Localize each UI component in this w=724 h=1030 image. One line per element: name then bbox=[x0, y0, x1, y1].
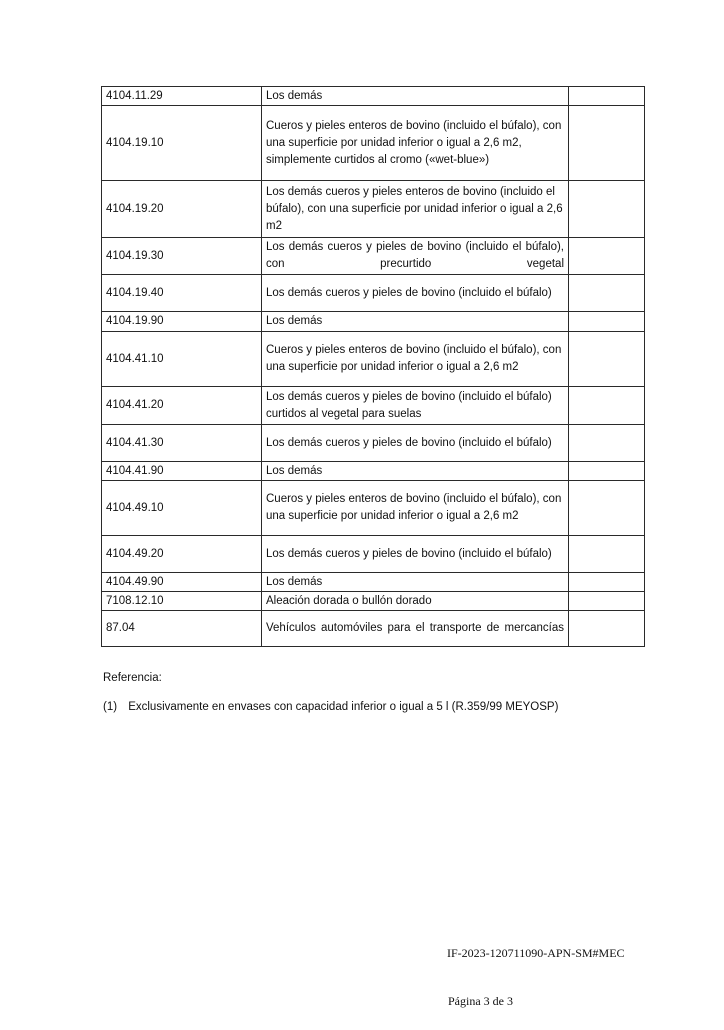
tariff-note bbox=[569, 387, 645, 425]
tariff-code: 4104.11.29 bbox=[102, 87, 262, 106]
tariff-code: 4104.19.90 bbox=[102, 312, 262, 332]
table-row bbox=[102, 238, 645, 275]
tariff-note bbox=[569, 573, 645, 592]
tariff-code: 4104.49.10 bbox=[102, 481, 262, 536]
tariff-note bbox=[569, 462, 645, 481]
reference-note-text: Exclusivamente en envases con capacidad inferior o igual a 5 l (R.359/99 MEYOSP) bbox=[128, 701, 559, 713]
document-id: IF-2023-120711090-APN-SM#MEC bbox=[447, 946, 625, 960]
tariff-description: Los demás bbox=[262, 462, 569, 481]
table-row bbox=[102, 425, 645, 462]
tariff-description: Los demás cueros y pieles de bovino (incluido el búfalo) bbox=[262, 536, 569, 573]
tariff-description: Vehículos automóviles para el transporte de mercancías bbox=[262, 611, 569, 647]
table-row bbox=[102, 312, 645, 332]
tariff-description: Los demás bbox=[262, 312, 569, 332]
tariff-code: 4104.41.30 bbox=[102, 425, 262, 462]
tariff-description: Los demás cueros y pieles de bovino (incluido el búfalo) curtidos al vegetal para suelas bbox=[262, 387, 569, 425]
table-row bbox=[102, 536, 645, 573]
tariff-description: Los demás cueros y pieles de bovino (incluido el búfalo) bbox=[262, 275, 569, 312]
tariff-note bbox=[569, 536, 645, 573]
reference-note-number: (1) bbox=[103, 701, 118, 713]
tariff-description: Los demás bbox=[262, 87, 569, 106]
tariff-code: 4104.19.10 bbox=[102, 106, 262, 181]
tariff-code: 87.04 bbox=[102, 611, 262, 647]
table-row bbox=[102, 611, 645, 647]
tariff-code: 7108.12.10 bbox=[102, 592, 262, 611]
tariff-note bbox=[569, 275, 645, 312]
table-row bbox=[102, 592, 645, 611]
page-number: Página 3 de 3 bbox=[448, 994, 513, 1008]
tariff-code: 4104.49.90 bbox=[102, 573, 262, 592]
tariff-description: Los demás cueros y pieles de bovino (incluido el búfalo), con precurtido vegetal bbox=[262, 238, 569, 275]
table-row bbox=[102, 462, 645, 481]
tariff-note bbox=[569, 425, 645, 462]
table-row bbox=[102, 275, 645, 312]
tariff-description: Cueros y pieles enteros de bovino (incluido el búfalo), con una superficie por unidad inferior o igual a 2,6 m2 bbox=[262, 481, 569, 536]
tariff-description: Cueros y pieles enteros de bovino (incluido el búfalo), con una superficie por unidad inferior o igual a 2,6 m2 bbox=[262, 332, 569, 387]
tariff-table bbox=[101, 86, 645, 647]
table-row bbox=[102, 106, 645, 181]
table-row bbox=[102, 573, 645, 592]
tariff-note bbox=[569, 332, 645, 387]
tariff-code: 4104.49.20 bbox=[102, 536, 262, 573]
tariff-note bbox=[569, 106, 645, 181]
tariff-code: 4104.19.30 bbox=[102, 238, 262, 275]
tariff-note bbox=[569, 87, 645, 106]
table-row bbox=[102, 87, 645, 106]
reference-note bbox=[103, 701, 558, 713]
tariff-note bbox=[569, 481, 645, 536]
tariff-note bbox=[569, 611, 645, 647]
tariff-description: Cueros y pieles enteros de bovino (incluido el búfalo), con una superficie por unidad inferior o igual a 2,6 m2, simplemente curtidos al cromo («wet-blue») bbox=[262, 106, 569, 181]
tariff-code: 4104.41.20 bbox=[102, 387, 262, 425]
tariff-description: Los demás cueros y pieles enteros de bovino (incluido el búfalo), con una superficie por unidad inferior o igual a 2,6 m2 bbox=[262, 181, 569, 238]
table-row bbox=[102, 181, 645, 238]
tariff-code: 4104.41.90 bbox=[102, 462, 262, 481]
tariff-note bbox=[569, 592, 645, 611]
reference-heading: Referencia: bbox=[103, 672, 162, 684]
tariff-code: 4104.19.40 bbox=[102, 275, 262, 312]
table-row bbox=[102, 332, 645, 387]
tariff-description: Los demás cueros y pieles de bovino (incluido el búfalo) bbox=[262, 425, 569, 462]
tariff-note bbox=[569, 238, 645, 275]
tariff-description: Los demás bbox=[262, 573, 569, 592]
tariff-note bbox=[569, 312, 645, 332]
tariff-description: Aleación dorada o bullón dorado bbox=[262, 592, 569, 611]
table-row bbox=[102, 481, 645, 536]
tariff-code: 4104.19.20 bbox=[102, 181, 262, 238]
tariff-note bbox=[569, 181, 645, 238]
tariff-code: 4104.41.10 bbox=[102, 332, 262, 387]
table-row bbox=[102, 387, 645, 425]
